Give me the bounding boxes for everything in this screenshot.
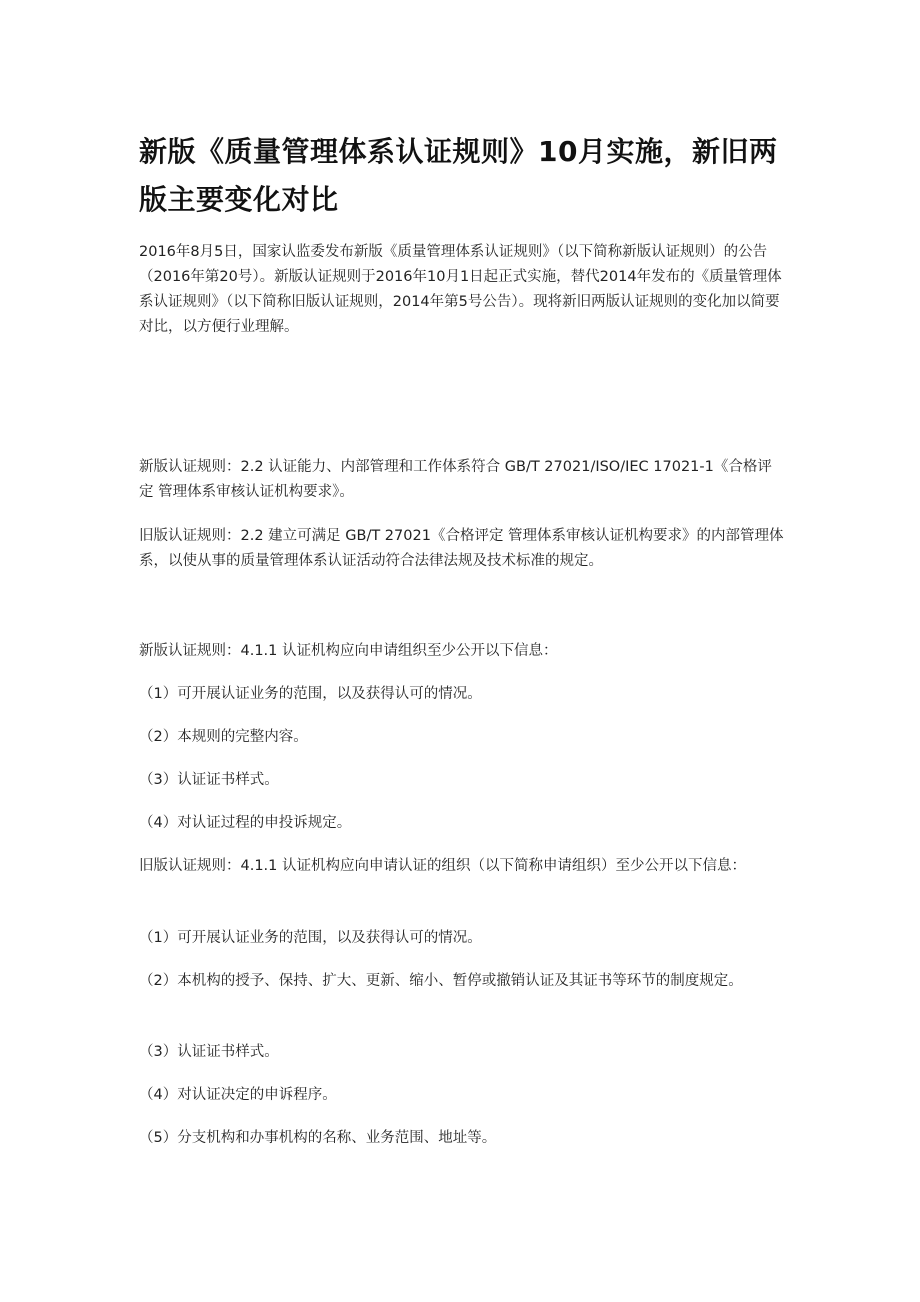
- new-rule-item-1: （1）可开展认证业务的范围，以及获得认可的情况。: [139, 686, 482, 702]
- old-rule-item-5: （5）分支机构和办事机构的名称、业务范围、地址等。: [139, 1130, 497, 1146]
- intro-paragraph: 2016年8月5日，国家认监委发布新版《质量管理体系认证规则》（以下简称新版认证规则）的公告（2016年第20号）。新版认证规则于2016年10月1日起正式实施，替代2014年发布的《质量管理体系认证规则》（以下简称旧版认证规则，2014年第5号公告）。现将新旧两版认证规则的变化加以简要对比，以方便行业理解。: [139, 244, 782, 335]
- new-rule-item-2: （2）本规则的完整内容。: [139, 729, 308, 745]
- old-rule-4-1-1-heading: 旧版认证规则：4.1.1 认证机构应向申请认证的组织（以下简称申请组织）至少公开以下信息：: [139, 858, 746, 874]
- document-title: 新版《质量管理体系认证规则》10月实施，新旧两版主要变化对比: [139, 135, 778, 216]
- old-rule-item-4: （4）对认证决定的申诉程序。: [139, 1087, 337, 1103]
- old-rule-item-2: （2）本机构的授予、保持、扩大、更新、缩小、暂停或撤销认证及其证书等环节的制度规定。: [139, 973, 743, 989]
- old-rule-item-1: （1）可开展认证业务的范围，以及获得认可的情况。: [139, 930, 482, 946]
- new-rule-2-2: 新版认证规则：2.2 认证能力、内部管理和工作体系符合 GB/T 27021/ISO/IEC 17021-1《合格评定 管理体系审核认证机构要求》。: [139, 459, 772, 500]
- old-rule-item-3: （3）认证证书样式。: [139, 1044, 279, 1060]
- old-rule-2-2: 旧版认证规则：2.2 建立可满足 GB/T 27021《合格评定 管理体系审核认证机构要求》的内部管理体系，以使从事的质量管理体系认证活动符合法律法规及技术标准的规定。: [139, 528, 784, 569]
- new-rule-item-4: （4）对认证过程的申投诉规定。: [139, 815, 352, 831]
- new-rule-item-3: （3）认证证书样式。: [139, 772, 279, 788]
- new-rule-4-1-1-heading: 新版认证规则：4.1.1 认证机构应向申请组织至少公开以下信息：: [139, 643, 558, 659]
